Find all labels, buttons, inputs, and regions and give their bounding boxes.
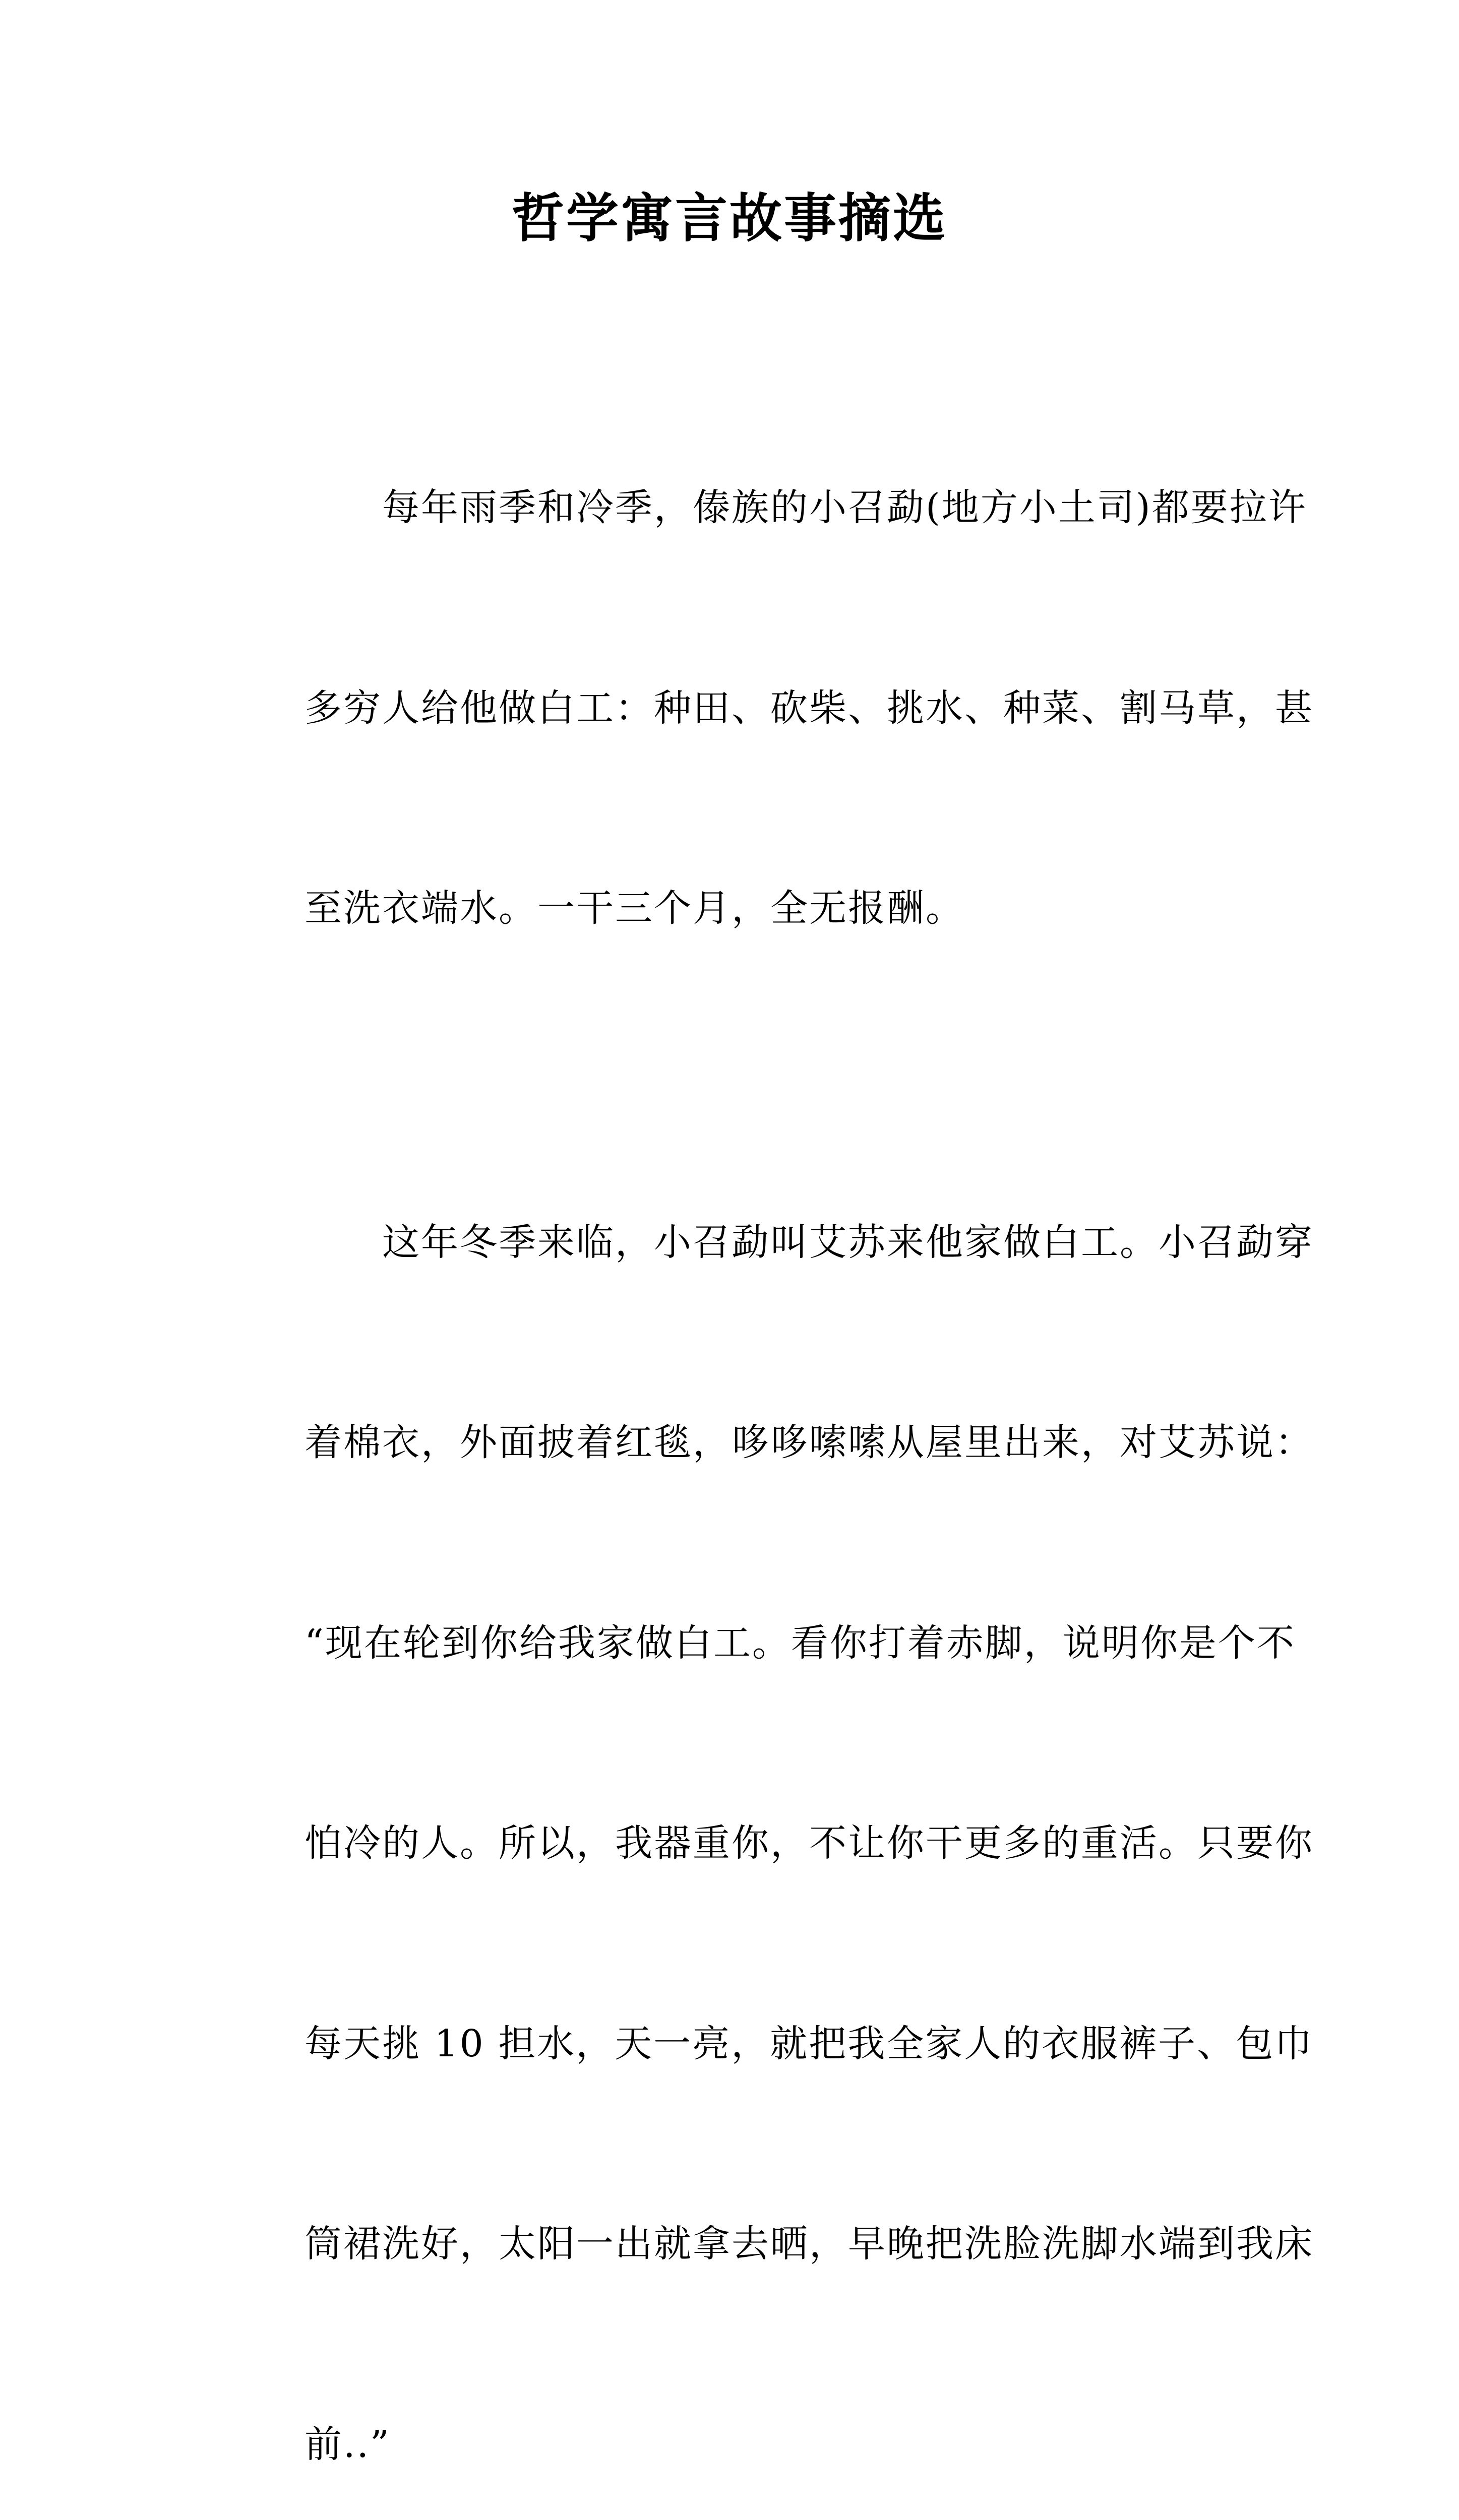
- paragraph-1: [227, 341, 1240, 1076]
- document-title: 哲学寓言故事摘选: [0, 180, 1459, 256]
- paragraph-2: [227, 1076, 1240, 2520]
- text-line: 每年雨季和冷季，傣族的小召勐(地方小土司)都要拉许: [227, 474, 1240, 541]
- text-line: 至洗衣端水。一干三个月，全无报酬。: [227, 875, 1240, 942]
- document-body: [227, 341, 1240, 2520]
- text-line: 每天挑 10 担水，天一亮，就把我全家人的衣服裤子、包巾: [227, 2010, 1240, 2077]
- text-line: “现在轮到你给我家做白工。看你打着赤脚，说明你是个不: [227, 1610, 1240, 1677]
- text-line: 筒裙洗好，太阳一出就拿去晒，早晚把洗脸洗脚水端到我床: [227, 2211, 1240, 2278]
- text-line: 多穷人给他做白工：种田、砍柴、挑水、种菜、割马草，甚: [227, 675, 1240, 742]
- text-line: 着棉衣，外面披着红毯，哆哆嗦嗦从屋里出来，对艾苏说：: [227, 1409, 1240, 1476]
- text-line: 前..”: [227, 2411, 1240, 2478]
- text-line: 怕冷的人。所以，我器重你，不让你干更多的重活。只要你: [227, 1810, 1240, 1877]
- text-line: 这年冬季来临，小召勐叫艾苏来他家做白工。小召勐穿: [227, 1209, 1240, 1276]
